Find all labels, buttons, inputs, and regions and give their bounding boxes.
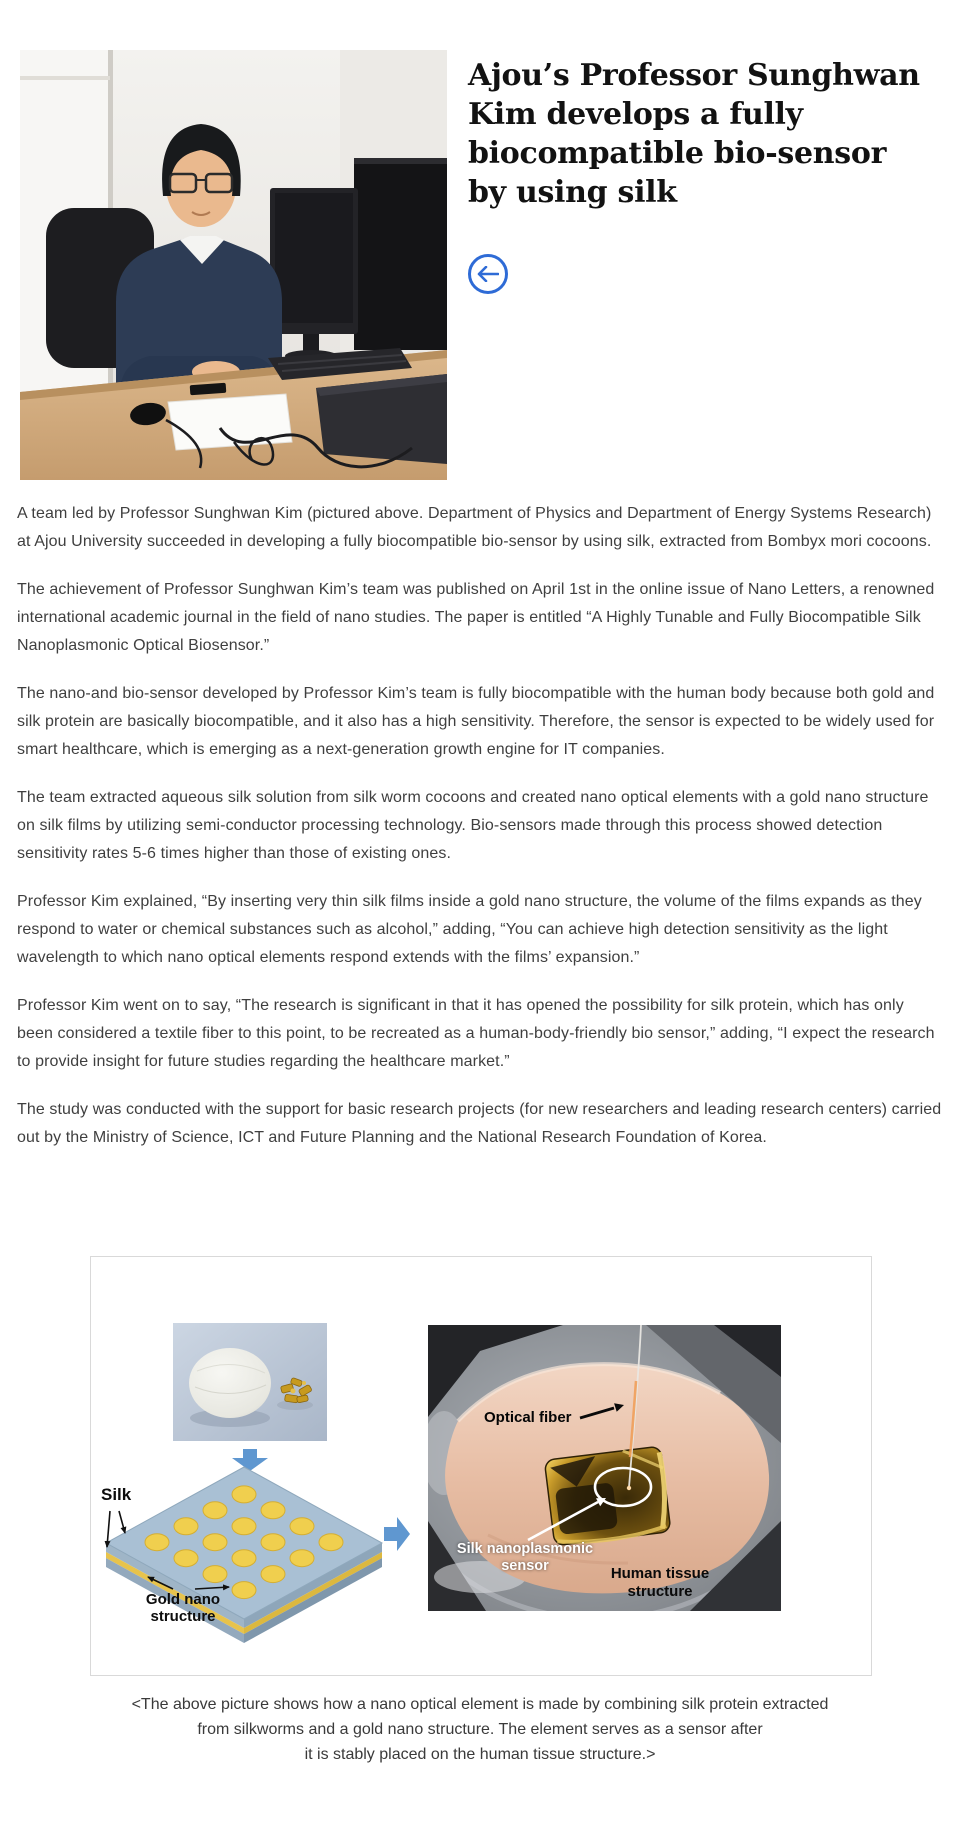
back-button[interactable] [468, 254, 508, 294]
page-title-line: Kim develops a fully [468, 97, 803, 132]
article-paragraph: Professor Kim explained, “By inserting very thin silk films inside a gold nano structure, the volume of the films expands as they respond to water or chemical substances such as alcohol,” adding, “You can achieve high detection sensitivity as the light wavelength to which nano optical elements respond extends with the films’ expansion.” [17, 893, 922, 966]
figure-caption-line: from silkworms and a gold nano structure. The element serves as a sensor after [197, 1721, 763, 1738]
figure-box [90, 1256, 872, 1676]
silk-label: Silk [101, 1485, 132, 1504]
cocoon-photo [173, 1323, 327, 1441]
article-paragraph: The achievement of Professor Sunghwan Kim’s team was published on April 1st in the online issue of Nano Letters, a renowned international academic journal in the field of nano studies. The paper is entitled “A Highly Tunable and Fully Biocompatible Silk Nanoplasmonic Optical Biosensor.” [17, 581, 935, 654]
article-body [17, 500, 944, 1172]
article-paragraph: A team led by Professor Sunghwan Kim (pictured above. Department of Physics and Department of Energy Systems Research) at Ajou University succeeded in developing a fully biocompatible bio-sensor by using silk, extracted from Bombyx mori cocoons. [17, 505, 932, 550]
optical-fiber-label: Optical fiber [484, 1409, 572, 1426]
page-title-line: biocompatible bio-sensor [468, 136, 887, 171]
page-title [468, 56, 946, 212]
professor-photo [20, 50, 447, 480]
article-paragraph: The team extracted aqueous silk solution from silk worm cocoons and created nano optical elements with a gold nano structure on silk films by utilizing semi-conductor processing technology. Bio-sensors made through this process showed detection sensitivity rates 5-6 times higher than those of existing ones. [17, 789, 929, 862]
article-paragraph: Professor Kim went on to say, “The research is significant in that it has opened the possibility for silk protein, which has only been considered a textile fiber to this point, to be recreated as a human-body-friendly bio sensor,” adding, “I expect the research to provide insight for future studies regarding the healthcare market.” [17, 997, 935, 1070]
page-title-line: Ajou’s Professor Sunghwan [468, 58, 920, 93]
gold-nano-structure-label: Gold nano structure [145, 1591, 221, 1625]
title-block [468, 56, 946, 212]
page-title-line: by using silk [468, 175, 677, 210]
back-arrow-icon [477, 266, 499, 282]
tissue-photo-wrap [428, 1325, 781, 1611]
article-paragraph: The nano-and bio-sensor developed by Professor Kim’s team is fully biocompatible with the human body because both gold and silk protein are basically biocompatible, and it also has a high sensitivity. Therefore, the sensor is expected to be widely used for smart healthcare, which is emerging as a next-generation growth engine for IT companies. [17, 685, 935, 758]
right-arrow-icon [384, 1515, 410, 1553]
figure-caption-line: <The above picture shows how a nano optical element is made by combining silk protein extracted [131, 1696, 829, 1713]
article-paragraph: The study was conducted with the support for basic research projects (for new researchers and leading research centers) carried out by the Ministry of Science, ICT and Future Planning and the National Research Foundation of Korea. [17, 1101, 942, 1146]
silk-nanoplasmonic-sensor-label: Silk nanoplasmonic sensor [456, 1541, 594, 1574]
figure-caption-line: it is stably placed on the human tissue structure.> [304, 1746, 656, 1763]
figure-caption [0, 1692, 960, 1767]
human-tissue-structure-label: Human tissue structure [610, 1565, 710, 1600]
